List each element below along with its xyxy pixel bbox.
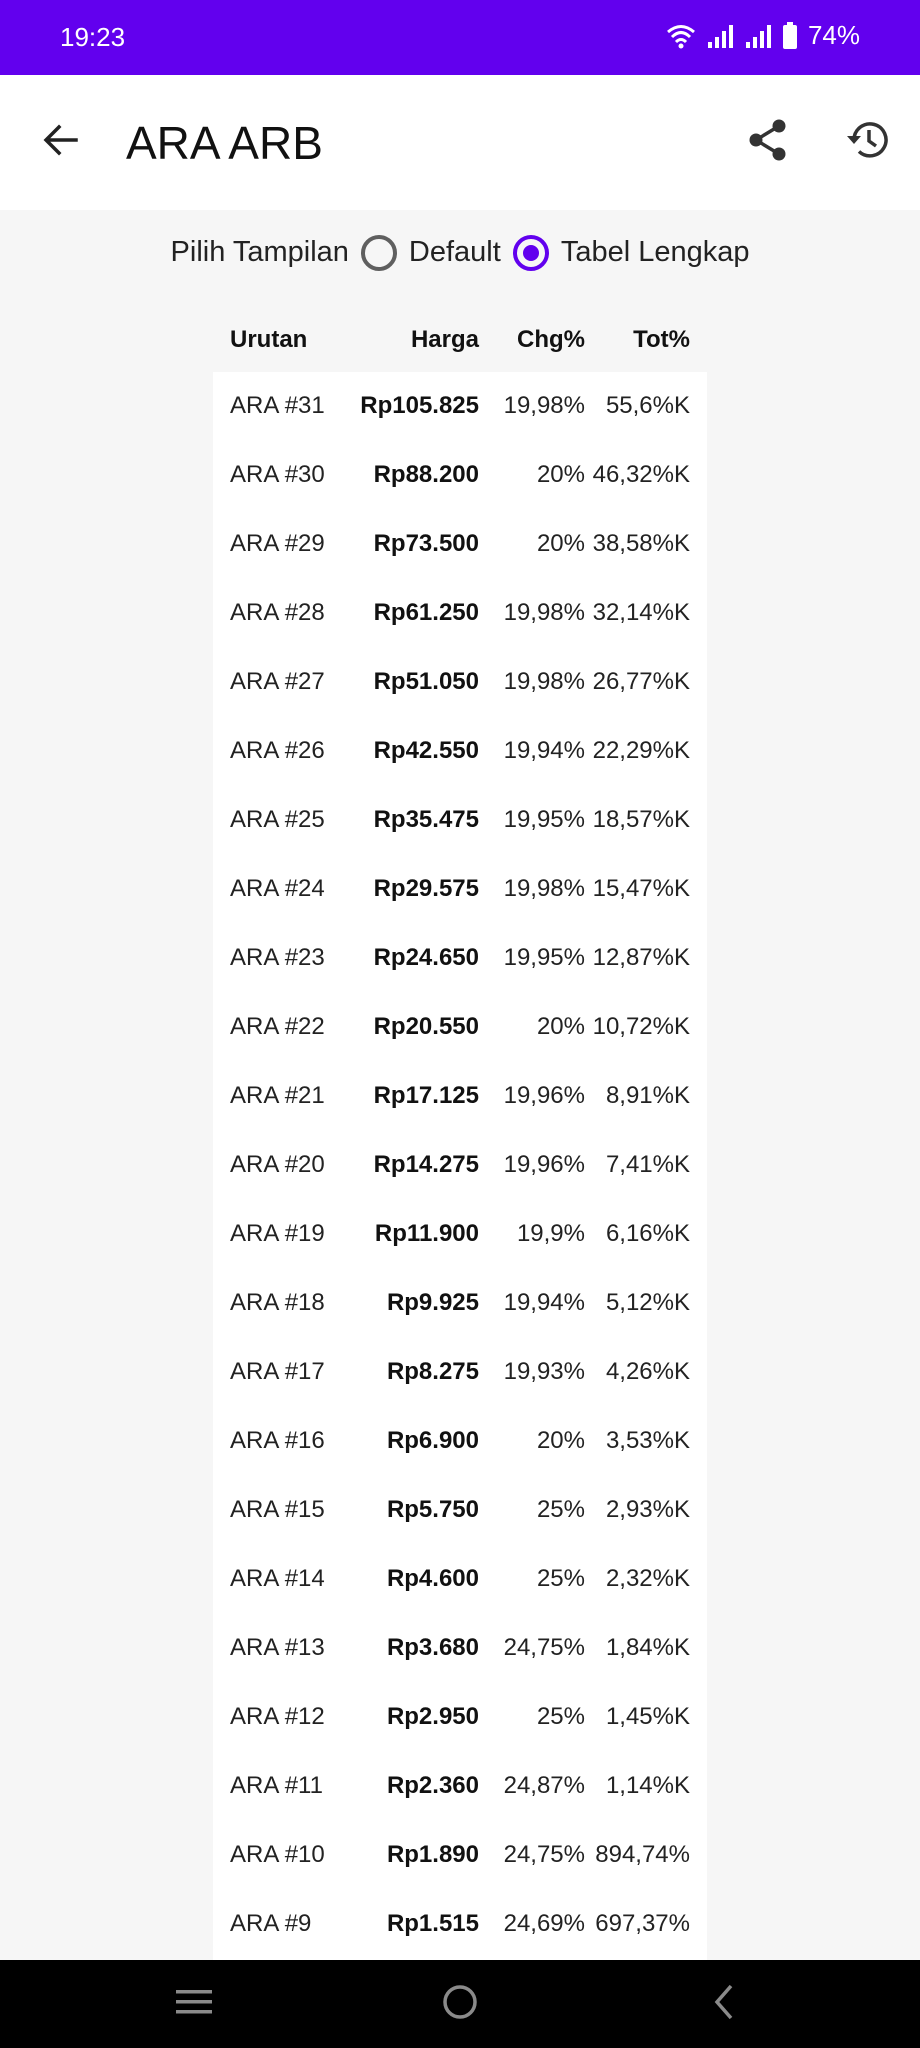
cell-harga: Rp8.275 [386,1358,479,1385]
cell-urutan: ARA #24 [230,875,325,902]
cell-urutan: ARA #25 [230,806,325,833]
cell-chg: 19,96% [503,1151,585,1178]
cell-urutan: ARA #21 [230,1082,325,1109]
header-harga: Harga [410,326,479,353]
nav-back-button[interactable] [694,1974,754,2034]
cell-tot: 4,26%K [605,1358,690,1385]
cell-tot: 18,57%K [592,806,690,833]
table-row [213,1200,707,1269]
header-chg: Chg% [517,326,585,353]
cell-tot: 697,37% [595,1910,690,1937]
cell-harga: Rp3.680 [386,1634,479,1661]
cell-tot: 38,58%K [592,530,690,557]
recents-button[interactable] [164,1974,224,2034]
cell-urutan: ARA #15 [230,1496,325,1523]
signal-icon [744,23,772,49]
table-row [213,372,707,441]
cell-harga: Rp24.650 [373,944,479,971]
table-row [213,648,707,717]
cell-chg: 20% [536,1013,585,1040]
cell-tot: 2,93%K [605,1496,690,1523]
table-row [213,1890,707,1959]
table-row [213,1752,707,1821]
table-row [213,1062,707,1131]
cell-chg: 19,9% [516,1220,585,1247]
cell-urutan: ARA #22 [230,1013,325,1040]
cell-urutan: ARA #23 [230,944,325,971]
cell-harga: Rp88.200 [373,461,479,488]
table-row [213,1269,707,1338]
cell-chg: 19,98% [503,875,585,902]
cell-tot: 15,47%K [592,875,690,902]
radio-full-table-label: Tabel Lengkap [560,236,750,268]
table-body[interactable] [213,372,707,1960]
cell-chg: 19,94% [503,737,585,764]
share-button[interactable] [738,112,798,172]
cell-harga: Rp35.475 [373,806,479,833]
table-row [213,1476,707,1545]
cell-tot: 1,14%K [605,1772,690,1799]
cell-chg: 19,98% [503,668,585,695]
back-button[interactable] [30,112,90,172]
table-row [213,1407,707,1476]
radio-checked-icon[interactable] [513,235,549,271]
circle-home-icon [440,1982,480,2027]
table-row [213,717,707,786]
status-bar [0,0,920,75]
cell-urutan: ARA #26 [230,737,325,764]
cell-chg: 19,95% [503,806,585,833]
cell-urutan: ARA #20 [230,1151,325,1178]
cell-tot: 2,32%K [605,1565,690,1592]
table-row [213,924,707,993]
cell-chg: 20% [536,530,585,557]
battery-icon [782,22,798,50]
table-row [213,993,707,1062]
cell-urutan: ARA #9 [230,1910,312,1937]
table-row [213,1545,707,1614]
cell-tot: 1,45%K [605,1703,690,1730]
cell-urutan: ARA #14 [230,1565,325,1592]
cell-tot: 10,72%K [592,1013,690,1040]
table-row [213,579,707,648]
cell-harga: Rp105.825 [360,392,479,419]
cell-harga: Rp11.900 [374,1220,479,1247]
table-row [213,786,707,855]
wifi-icon [666,23,696,49]
cell-tot: 12,87%K [592,944,690,971]
table-row [213,1131,707,1200]
cell-chg: 19,95% [503,944,585,971]
battery-percent: 74% [807,20,860,50]
table-row [213,1338,707,1407]
cell-tot: 1,84%K [605,1634,690,1661]
history-icon [845,117,891,168]
radio-default[interactable] [361,235,501,271]
cell-harga: Rp17.125 [373,1082,479,1109]
cell-harga: Rp4.600 [386,1565,479,1592]
cell-tot: 3,53%K [605,1427,690,1454]
view-selector-label: Pilih Tampilan [170,236,349,268]
cell-urutan: ARA #11 [230,1772,323,1799]
table-row [213,510,707,579]
cell-urutan: ARA #17 [230,1358,325,1385]
cell-tot: 7,41%K [605,1151,690,1178]
cell-chg: 19,98% [503,392,585,419]
cell-urutan: ARA #18 [230,1289,325,1316]
cell-harga: Rp1.890 [386,1841,479,1868]
cell-tot: 5,12%K [605,1289,690,1316]
cell-tot: 26,77%K [592,668,690,695]
radio-unchecked-icon[interactable] [361,235,397,271]
cell-tot: 22,29%K [592,737,690,764]
cell-tot: 6,16%K [605,1220,690,1247]
status-icons [666,20,860,51]
cell-harga: Rp20.550 [373,1013,479,1040]
home-button[interactable] [430,1974,490,2034]
table-header [213,314,707,362]
cell-tot: 46,32%K [592,461,690,488]
cell-harga: Rp42.550 [373,737,479,764]
cell-harga: Rp29.575 [373,875,479,902]
cell-chg: 20% [536,1427,585,1454]
table-row [213,1683,707,1752]
cell-harga: Rp9.925 [386,1289,479,1316]
cell-tot: 8,91%K [605,1082,690,1109]
cell-tot: 894,74% [595,1841,690,1868]
cell-urutan: ARA #12 [230,1703,325,1730]
signal-icon [706,23,734,49]
cell-chg: 24,87% [503,1772,585,1799]
page-title: ARA ARB [126,117,323,169]
header-urutan: Urutan [230,326,308,353]
cell-urutan: ARA #16 [230,1427,325,1454]
cell-harga: Rp73.500 [373,530,479,557]
share-icon [746,118,790,167]
cell-chg: 19,96% [503,1082,585,1109]
cell-chg: 19,98% [503,599,585,626]
cell-urutan: ARA #31 [230,392,325,419]
cell-chg: 25% [536,1565,585,1592]
radio-default-label: Default [408,236,501,268]
cell-urutan: ARA #28 [230,599,325,626]
table-row [213,1614,707,1683]
cell-urutan: ARA #19 [230,1220,325,1247]
cell-chg: 25% [536,1496,585,1523]
cell-harga: Rp61.250 [373,599,479,626]
radio-full-table[interactable] [513,235,750,271]
chevron-left-icon [709,1982,739,2027]
cell-chg: 20% [536,461,585,488]
cell-chg: 24,69% [503,1910,585,1937]
cell-chg: 19,94% [503,1289,585,1316]
cell-harga: Rp1.515 [386,1910,479,1937]
navigation-bar [0,1960,920,2048]
cell-urutan: ARA #27 [230,668,325,695]
cell-chg: 24,75% [503,1634,585,1661]
cell-chg: 25% [536,1703,585,1730]
cell-harga: Rp5.750 [386,1496,479,1523]
table-row [213,855,707,924]
cell-urutan: ARA #13 [230,1634,325,1661]
cell-tot: 32,14%K [592,599,690,626]
cell-urutan: ARA #29 [230,530,325,557]
cell-tot: 55,6%K [605,392,690,419]
table-row [213,441,707,510]
cell-harga: Rp2.360 [386,1772,479,1799]
cell-urutan: ARA #10 [230,1841,325,1868]
cell-harga: Rp6.900 [386,1427,479,1454]
header-tot: Tot% [633,326,690,353]
cell-chg: 24,75% [503,1841,585,1868]
cell-urutan: ARA #30 [230,461,325,488]
arrow-back-icon [41,121,79,164]
app-bar [0,75,920,210]
view-selector [0,220,920,285]
menu-lines-icon [174,1987,214,2022]
cell-harga: Rp14.275 [373,1151,479,1178]
cell-harga: Rp51.050 [373,668,479,695]
history-button[interactable] [838,112,898,172]
table-row [213,1821,707,1890]
cell-chg: 19,93% [503,1358,585,1385]
cell-harga: Rp2.950 [386,1703,479,1730]
status-time: 19:23 [60,22,126,52]
